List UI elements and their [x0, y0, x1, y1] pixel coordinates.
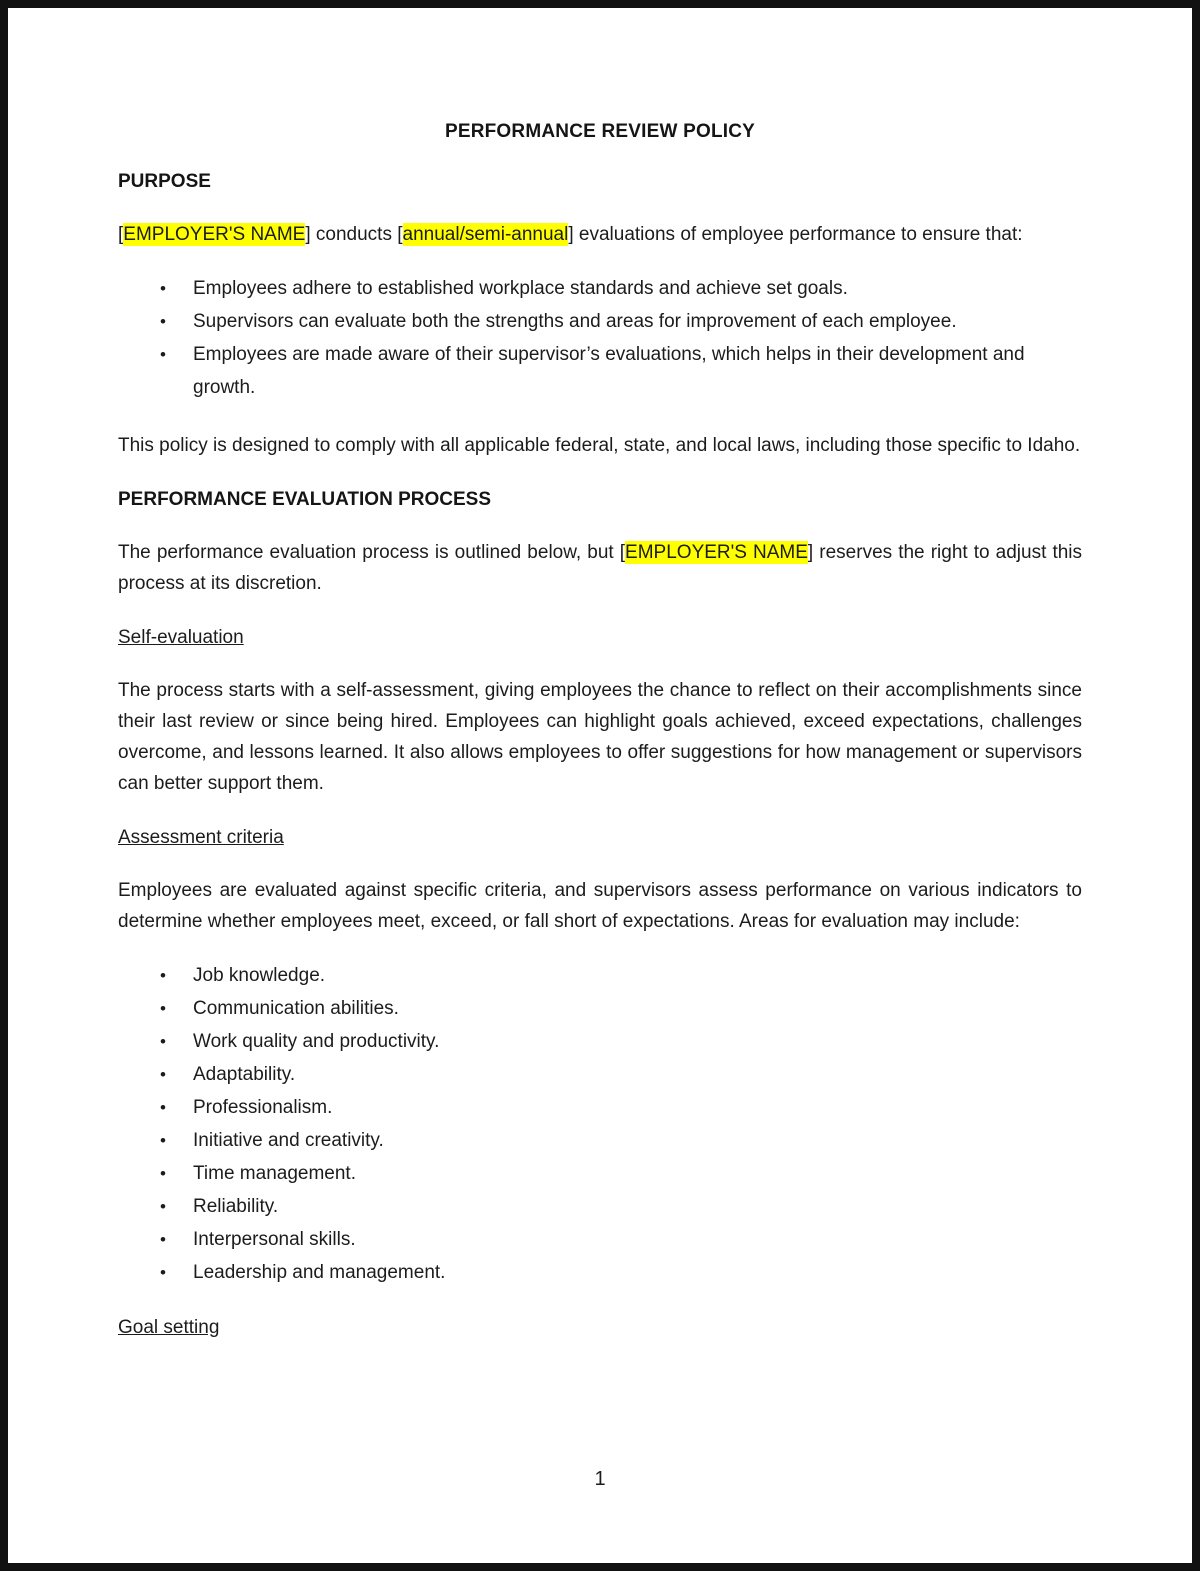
assessment-criteria-bullet-list — [118, 959, 1082, 1289]
heading-purpose: PURPOSE — [118, 171, 211, 192]
bullet-icon: • — [160, 1032, 166, 1051]
text-run: [ — [118, 224, 124, 245]
bullet-icon: • — [160, 1098, 166, 1117]
heading-assessment-criteria: Assessment criteria — [118, 827, 284, 848]
bullet-item — [118, 272, 1082, 305]
bullet-item — [118, 1157, 1082, 1190]
bullet-text: Initiative and creativity. — [193, 1130, 384, 1151]
compliance-paragraph: This policy is designed to comply with all applicable federal, state, and local laws, including those specific to Idaho. — [118, 435, 1081, 456]
text-run: ] reserves the right to adjust this process at its discretion. — [118, 542, 1083, 594]
bullet-icon: • — [160, 345, 166, 364]
bullet-icon: • — [160, 1197, 166, 1216]
bullet-icon: • — [160, 312, 166, 331]
bullet-icon: • — [160, 1164, 166, 1183]
document-content — [8, 121, 1192, 1339]
bullet-icon: • — [160, 1263, 166, 1282]
page-number: 1 — [594, 1468, 606, 1490]
bullet-item — [118, 992, 1082, 1025]
bullet-icon: • — [160, 279, 166, 298]
bullet-icon: • — [160, 999, 166, 1018]
process-intro-paragraph — [118, 537, 1082, 599]
bullet-text: Communication abilities. — [193, 998, 399, 1019]
bullet-text: Adaptability. — [193, 1064, 296, 1085]
highlight-employer-name: EMPLOYER'S NAME — [625, 542, 808, 563]
text-run: ] evaluations of employee performance to ensure that: — [568, 224, 1023, 245]
assessment-criteria-paragraph: Employees are evaluated against specific criteria, and supervisors assess performance on various indicators to determine whether employees meet, exceed, or fall short of expectations. Areas for evaluation may include: — [118, 880, 1082, 932]
bullet-item — [118, 1124, 1082, 1157]
bullet-item — [118, 338, 1082, 404]
bullet-item — [118, 959, 1082, 992]
bullet-text: Professionalism. — [193, 1097, 333, 1118]
highlight-employer-name: EMPLOYER'S NAME — [123, 224, 306, 245]
bullet-item — [118, 1256, 1082, 1289]
bullet-text: Leadership and management. — [193, 1262, 446, 1283]
heading-performance-evaluation-process: PERFORMANCE EVALUATION PROCESS — [118, 489, 491, 510]
bullet-text: Interpersonal skills. — [193, 1229, 356, 1250]
bullet-text: Employees adhere to established workplace standards and achieve set goals. — [193, 278, 848, 299]
bullet-item — [118, 1223, 1082, 1256]
purpose-bullet-list — [118, 272, 1082, 404]
bullet-item — [118, 1190, 1082, 1223]
bullet-text: Time management. — [193, 1163, 356, 1184]
bullet-text: Employees are made aware of their supervisor’s evaluations, which helps in their development and growth. — [193, 344, 1025, 398]
heading-self-evaluation: Self-evaluation — [118, 627, 244, 648]
text-run: The performance evaluation process is outlined below, but [ — [118, 542, 626, 563]
bullet-text: Work quality and productivity. — [193, 1031, 440, 1052]
highlight-review-frequency: annual/semi-annual — [402, 224, 569, 245]
purpose-intro-paragraph — [118, 219, 1082, 250]
bullet-item — [118, 1025, 1082, 1058]
bullet-icon: • — [160, 1230, 166, 1249]
self-evaluation-paragraph: The process starts with a self-assessment, giving employees the chance to reflect on their accomplishments since their last review or since being hired. Employees can highlight goals achieved, exceed expectations, challenges overcome, and lessons learned. It also allows employees to offer suggestions for how management or supervisors can better support them. — [118, 680, 1082, 794]
bullet-icon: • — [160, 966, 166, 985]
bullet-item — [118, 305, 1082, 338]
bullet-text: Supervisors can evaluate both the strengths and areas for improvement of each employee. — [193, 311, 957, 332]
bullet-icon: • — [160, 1131, 166, 1150]
page-title: PERFORMANCE REVIEW POLICY — [444, 121, 756, 142]
heading-goal-setting: Goal setting — [118, 1317, 220, 1338]
bullet-icon: • — [160, 1065, 166, 1084]
bullet-text: Job knowledge. — [193, 965, 326, 986]
bullet-item — [118, 1091, 1082, 1124]
text-run: ] conducts [ — [305, 224, 403, 245]
bullet-item — [118, 1058, 1082, 1091]
bullet-text: Reliability. — [193, 1196, 279, 1217]
